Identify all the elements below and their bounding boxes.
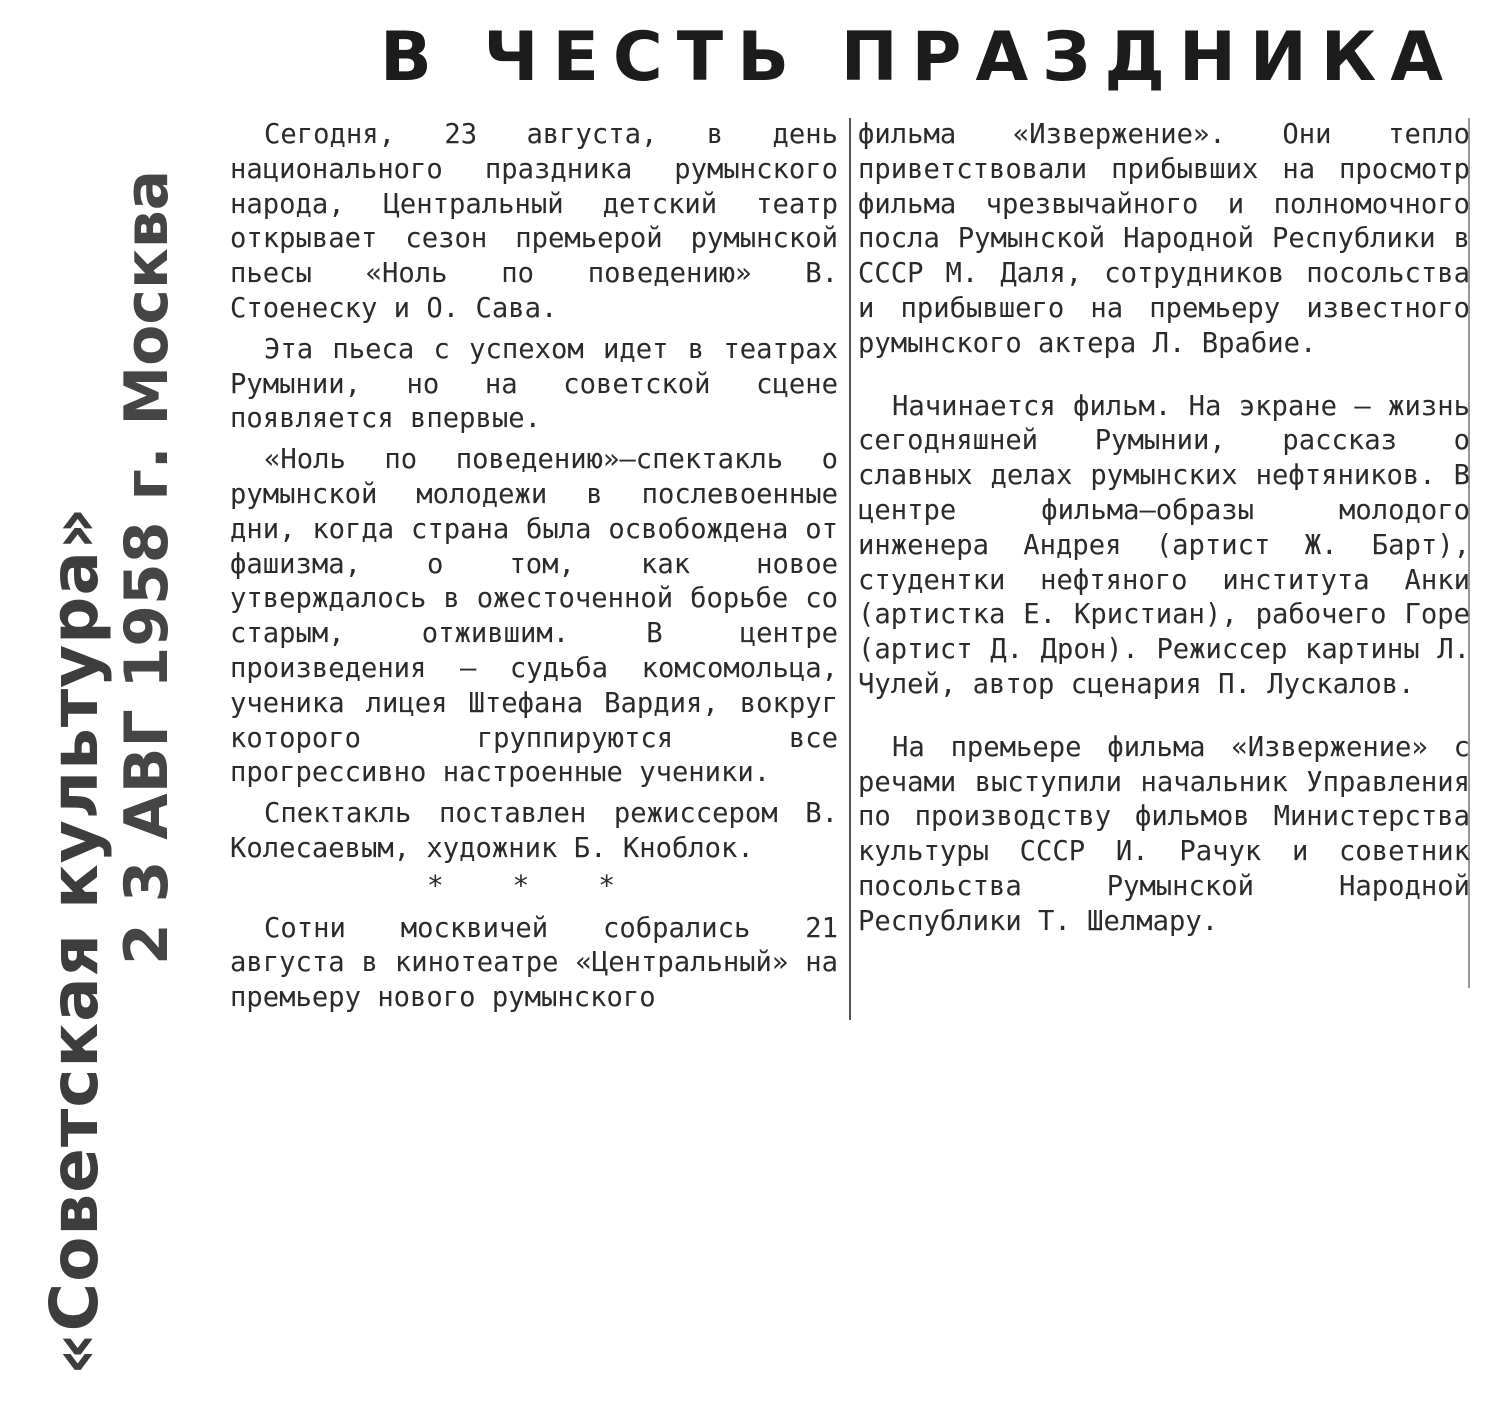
paragraph: «Ноль по поведению»—спектакль о румынской молодежи в послевоенные дни, когда страна была освобождена от фашизма, о том, как новое утверждалось в ожесточенной борьбе со старым, отжившим. В центре произведения — судьба комсомольца, ученика лицея Штефана Вардия, вокруг которого группируются все прогрессивно настроенные ученики.: [230, 444, 838, 789]
stamp-date-place: 2 3 АВГ 1958 г. Москва: [112, 169, 182, 965]
stamp-source: «Советская культура»: [36, 506, 113, 1375]
column-divider: [849, 118, 851, 1020]
paragraph: Сотни москвичей собрались 21 августа в кинотеатре «Центральный» на премьеру нового румынского: [230, 912, 838, 1014]
section-separator: * * *: [426, 868, 642, 902]
article-column-right: [858, 118, 1470, 940]
article-column-left: [230, 118, 838, 1016]
newspaper-stamp: [28, 169, 182, 1375]
paragraph: Начинается фильм. На экране — жизнь сегодняшней Румынии, рассказ о славных делах румынских нефтяников. В центре фильма—образы молодого инженера Андрея (артист Ж. Барт), студентки нефтяного института Анки (артистка Е. Кристиан), рабочего Горе (артист Д. Дрон). Режиссер картины Л. Чулей, автор сценария П. Лускалов.: [858, 390, 1470, 700]
paragraph: фильма «Извержение». Они тепло приветствовали прибывших на просмотр фильма чрезвычайного и полномочного посла Румынской Народной Республики в СССР М. Даля, сотрудников посольства и прибывшего на премьеру известного румынского актера Л. Врабие.: [858, 119, 1470, 359]
paragraph: На премьере фильма «Извержение» с речами выступили начальник Управления по производству фильмов Министерства культуры СССР И. Рачук и советник посольства Румынской Народной Республики Т. Шелмару.: [858, 731, 1470, 937]
paragraph: Эта пьеса с успехом идет в театрах Румынии, но на советской сцене появляется впервые.: [230, 333, 838, 435]
article-headline: В ЧЕСТЬ ПРАЗДНИКА: [380, 18, 1457, 97]
paragraph: Спектакль поставлен режиссером В. Колесаевым, художник Б. Кноблок.: [230, 798, 838, 864]
paragraph: Сегодня, 23 августа, в день национального праздника румынского народа, Центральный детский театр открывает сезон премьерой румынской пьесы «Ноль по поведению» В. Стоенеску и О. Сава.: [230, 119, 838, 324]
